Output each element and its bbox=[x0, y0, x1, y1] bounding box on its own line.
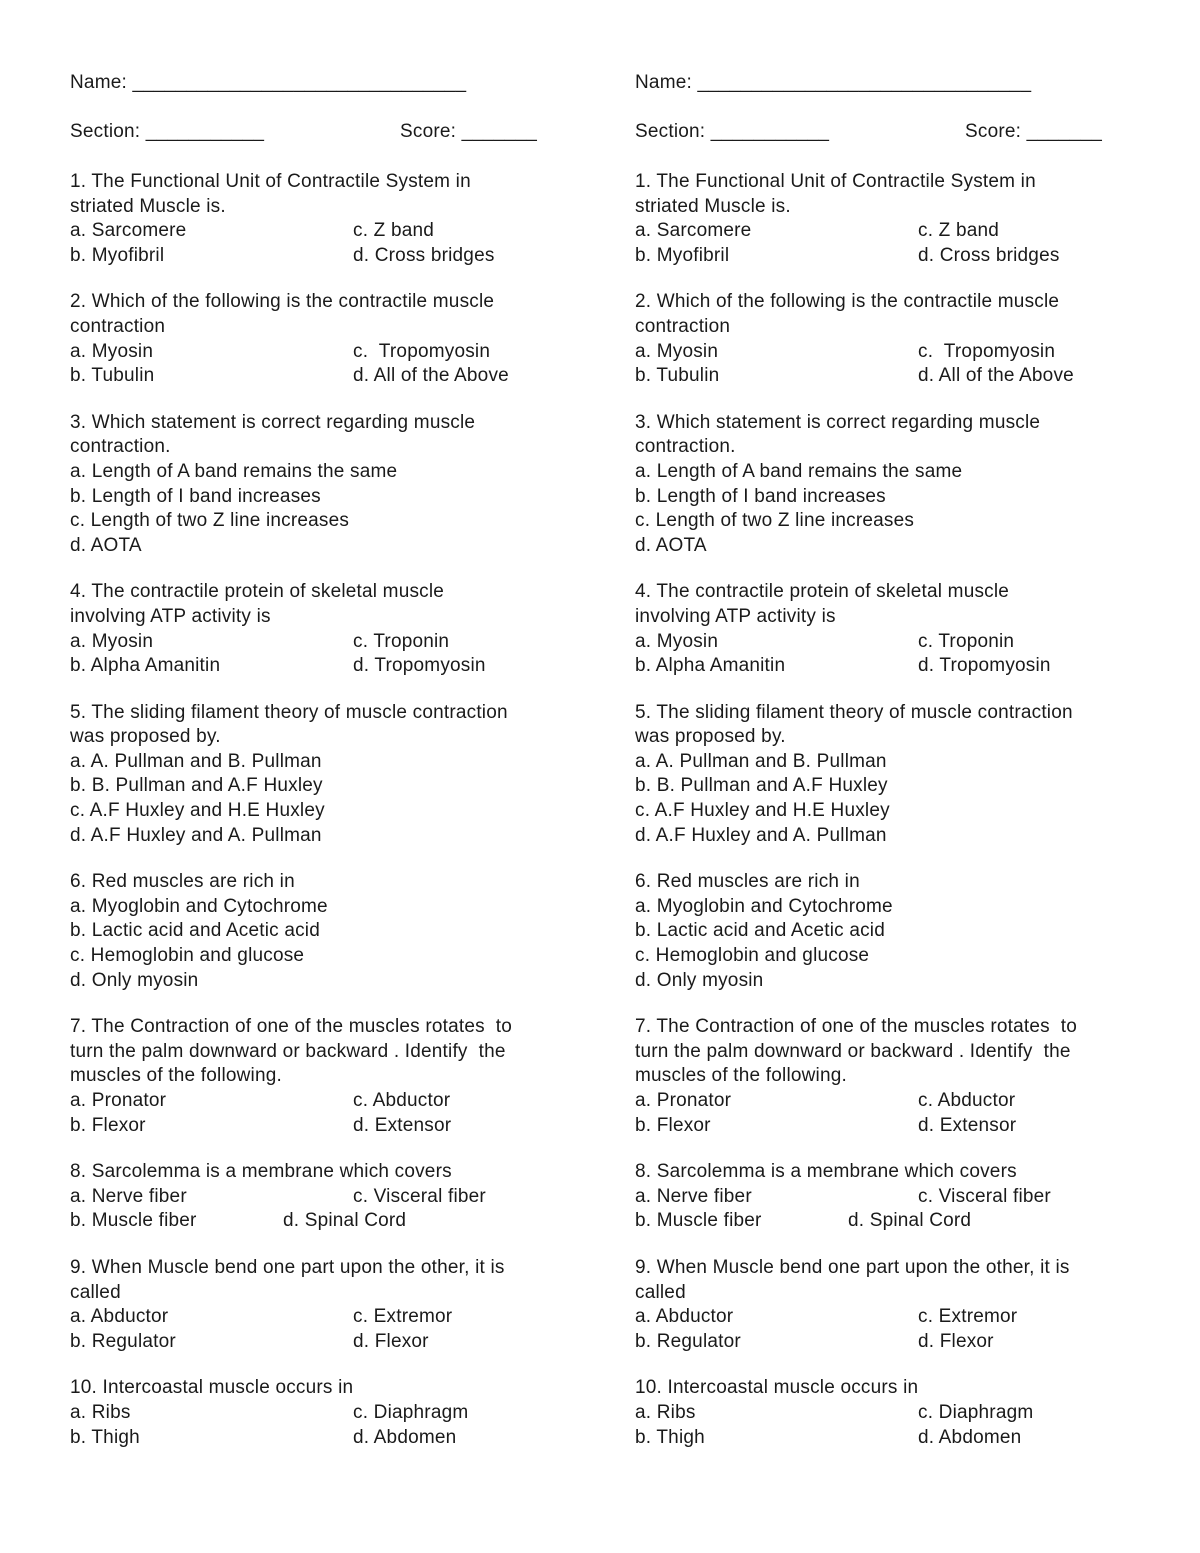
question-line: b. B. Pullman and A.F Huxley bbox=[70, 775, 323, 797]
answer-option[interactable]: b. Myofibril bbox=[70, 244, 165, 266]
question-8 bbox=[70, 1160, 570, 1234]
option-row bbox=[635, 1209, 1135, 1234]
question-text: 10. Intercoastal muscle occurs in bbox=[70, 1377, 354, 1399]
answer-option[interactable]: d. Cross bridges bbox=[918, 244, 1060, 266]
answer-option[interactable]: b. Flexor bbox=[70, 1114, 146, 1136]
question-text: 8. Sarcolemma is a membrane which covers bbox=[635, 1161, 1017, 1183]
answer-option[interactable]: d. Abdomen bbox=[353, 1426, 457, 1448]
answer-option[interactable]: b. Alpha Amanitin bbox=[70, 655, 221, 677]
question-line: d. Only myosin bbox=[70, 969, 199, 991]
option-row bbox=[70, 244, 570, 269]
question-line: a. Myoglobin and Cytochrome bbox=[70, 895, 328, 917]
question-line: contraction bbox=[635, 315, 731, 337]
question-line: d. Only myosin bbox=[635, 969, 764, 991]
answer-option[interactable]: c. Diaphragm bbox=[918, 1401, 1034, 1423]
answer-option[interactable]: c. Tropomyosin bbox=[353, 340, 491, 362]
answer-option[interactable]: d. Spinal Cord bbox=[283, 1210, 407, 1232]
answer-option[interactable]: a. Sarcomere bbox=[70, 220, 187, 242]
question-line: d. A.F Huxley and A. Pullman bbox=[70, 824, 322, 846]
answer-option[interactable]: b. Tubulin bbox=[70, 365, 155, 387]
question-text: 7. The Contraction of one of the muscles rotates to bbox=[635, 1016, 1078, 1038]
name-field[interactable]: Name: _______________________________ bbox=[70, 72, 467, 93]
option-row bbox=[635, 364, 1135, 389]
question-6 bbox=[70, 870, 570, 993]
question-text: 9. When Muscle bend one part upon the other, it is bbox=[70, 1256, 505, 1278]
question-line: b. B. Pullman and A.F Huxley bbox=[635, 775, 888, 797]
question-2 bbox=[635, 290, 1135, 388]
answer-option[interactable]: c. Troponin bbox=[353, 630, 450, 652]
answer-option[interactable]: b. Thigh bbox=[70, 1426, 140, 1448]
question-3 bbox=[70, 411, 570, 559]
question-line: contraction. bbox=[70, 436, 171, 458]
option-row bbox=[70, 1305, 570, 1330]
answer-option[interactable]: c. Extremor bbox=[353, 1306, 453, 1328]
answer-option[interactable]: c. Diaphragm bbox=[353, 1401, 469, 1423]
question-line: b. Lactic acid and Acetic acid bbox=[635, 920, 885, 942]
question-7 bbox=[70, 1015, 570, 1138]
question-line: was proposed by. bbox=[635, 726, 786, 748]
option-row bbox=[635, 1305, 1135, 1330]
option-row bbox=[635, 1426, 1135, 1451]
question-6 bbox=[635, 870, 1135, 993]
answer-option[interactable]: c. Visceral fiber bbox=[918, 1185, 1051, 1207]
section-field[interactable]: Section: ___________ bbox=[70, 121, 265, 142]
option-row bbox=[70, 340, 570, 365]
answer-option[interactable]: a. Sarcomere bbox=[635, 220, 752, 242]
question-1 bbox=[70, 170, 570, 268]
question-text: 6. Red muscles are rich in bbox=[70, 871, 295, 893]
answer-options bbox=[635, 219, 1135, 268]
answer-option[interactable]: b. Tubulin bbox=[635, 365, 720, 387]
question-1 bbox=[635, 170, 1135, 268]
answer-option[interactable]: d. Spinal Cord bbox=[848, 1210, 972, 1232]
answer-option[interactable]: d. Flexor bbox=[918, 1330, 994, 1352]
answer-option[interactable]: b. Flexor bbox=[635, 1114, 711, 1136]
question-5 bbox=[70, 701, 570, 849]
answer-option[interactable]: b. Thigh bbox=[635, 1426, 705, 1448]
answer-option[interactable]: a. Myosin bbox=[635, 340, 719, 362]
question-line: involving ATP activity is bbox=[635, 605, 836, 627]
answer-option[interactable]: c. Troponin bbox=[918, 630, 1015, 652]
answer-option[interactable]: c. Tropomyosin bbox=[918, 340, 1056, 362]
answer-options bbox=[70, 1401, 570, 1450]
question-text: 1. The Functional Unit of Contractile System in bbox=[635, 171, 1036, 192]
answer-options bbox=[70, 219, 570, 268]
answer-options bbox=[635, 1305, 1135, 1354]
option-row bbox=[70, 219, 570, 244]
answer-option[interactable]: d. Cross bridges bbox=[353, 244, 495, 266]
question-line: muscles of the following. bbox=[70, 1065, 282, 1087]
question-line: turn the palm downward or backward . Identify the bbox=[635, 1040, 1071, 1062]
question-text: 5. The sliding filament theory of muscle contraction bbox=[635, 701, 1073, 723]
answer-option[interactable]: a. Ribs bbox=[70, 1401, 131, 1423]
question-line: c. Length of two Z line increases bbox=[70, 510, 350, 532]
question-line: c. A.F Huxley and H.E Huxley bbox=[635, 800, 890, 822]
option-row bbox=[635, 1089, 1135, 1114]
question-line: was proposed by. bbox=[70, 726, 221, 748]
question-text: 4. The contractile protein of skeletal muscle bbox=[70, 581, 445, 603]
question-line: a. A. Pullman and B. Pullman bbox=[635, 750, 887, 772]
option-row bbox=[635, 630, 1135, 655]
question-text: 10. Intercoastal muscle occurs in bbox=[635, 1377, 919, 1399]
question-text: 4. The contractile protein of skeletal muscle bbox=[635, 581, 1010, 603]
answer-options bbox=[70, 340, 570, 389]
question-line: turn the palm downward or backward . Identify the bbox=[70, 1040, 506, 1062]
question-4 bbox=[635, 580, 1135, 678]
question-line: d. AOTA bbox=[635, 534, 707, 556]
answer-option[interactable]: a. Pronator bbox=[635, 1090, 732, 1111]
question-text: 2. Which of the following is the contractile muscle bbox=[635, 291, 1060, 313]
question-line: striated Muscle is. bbox=[70, 195, 226, 217]
question-5 bbox=[635, 701, 1135, 849]
question-line: involving ATP activity is bbox=[70, 605, 271, 627]
question-7 bbox=[635, 1015, 1135, 1138]
option-row bbox=[70, 1426, 570, 1451]
option-row bbox=[70, 364, 570, 389]
option-row bbox=[635, 1330, 1135, 1355]
question-10 bbox=[70, 1376, 570, 1450]
question-line: b. Length of I band increases bbox=[70, 485, 321, 507]
answer-option[interactable]: b. Muscle fiber bbox=[635, 1210, 762, 1232]
answer-option[interactable]: d. All of the Above bbox=[918, 365, 1074, 387]
section-score-row bbox=[70, 120, 570, 145]
option-row bbox=[70, 1401, 570, 1426]
answer-option[interactable]: a. Myosin bbox=[635, 630, 719, 652]
answer-option[interactable]: d. All of the Above bbox=[353, 365, 509, 387]
quiz-copy-left bbox=[70, 71, 570, 1472]
answer-options bbox=[70, 630, 570, 679]
question-line: a. Myoglobin and Cytochrome bbox=[635, 895, 893, 917]
answer-option[interactable]: c. Abductor bbox=[918, 1090, 1016, 1111]
question-10 bbox=[635, 1376, 1135, 1450]
answer-option[interactable]: c. Visceral fiber bbox=[353, 1185, 486, 1207]
answer-option[interactable]: c. Z band bbox=[353, 220, 435, 242]
answer-option[interactable]: a. Abductor bbox=[70, 1306, 169, 1328]
answer-option[interactable]: b. Alpha Amanitin bbox=[635, 655, 786, 677]
answer-option[interactable]: a. Abductor bbox=[635, 1306, 734, 1328]
option-row bbox=[635, 244, 1135, 269]
answer-options bbox=[70, 1089, 570, 1138]
question-text: 2. Which of the following is the contractile muscle bbox=[70, 291, 495, 313]
answer-option[interactable]: a. Myosin bbox=[70, 340, 154, 362]
question-line: called bbox=[70, 1281, 121, 1303]
option-row bbox=[635, 1114, 1135, 1139]
question-text: 8. Sarcolemma is a membrane which covers bbox=[70, 1161, 452, 1183]
score-field[interactable]: Score: _______ bbox=[965, 121, 1102, 142]
answer-option[interactable]: b. Regulator bbox=[635, 1330, 741, 1352]
option-row bbox=[70, 1185, 570, 1210]
answer-option[interactable]: d. Extensor bbox=[353, 1114, 452, 1136]
answer-options bbox=[70, 1305, 570, 1354]
answer-option[interactable]: d. Tropomyosin bbox=[918, 655, 1051, 677]
question-line: a. Length of A band remains the same bbox=[635, 460, 963, 482]
question-line: called bbox=[635, 1281, 686, 1303]
answer-option[interactable]: d. Abdomen bbox=[918, 1426, 1022, 1448]
question-line: muscles of the following. bbox=[635, 1065, 847, 1087]
answer-option[interactable]: a. Pronator bbox=[70, 1090, 167, 1111]
question-line: contraction. bbox=[635, 436, 736, 458]
option-row bbox=[70, 1089, 570, 1114]
question-line: a. Length of A band remains the same bbox=[70, 460, 398, 482]
answer-option[interactable]: a. Nerve fiber bbox=[70, 1185, 187, 1207]
option-row bbox=[635, 1185, 1135, 1210]
question-line: c. A.F Huxley and H.E Huxley bbox=[70, 800, 325, 822]
answer-option[interactable]: b. Regulator bbox=[70, 1330, 176, 1352]
section-score-row bbox=[635, 120, 1135, 145]
answer-option[interactable]: a. Ribs bbox=[635, 1401, 696, 1423]
option-row bbox=[70, 630, 570, 655]
answer-option[interactable]: c. Z band bbox=[918, 220, 1000, 242]
question-text: 5. The sliding filament theory of muscle contraction bbox=[70, 701, 508, 723]
answer-options bbox=[635, 340, 1135, 389]
question-text: 6. Red muscles are rich in bbox=[635, 871, 860, 893]
question-4 bbox=[70, 580, 570, 678]
option-row bbox=[70, 654, 570, 679]
answer-option[interactable]: d. Extensor bbox=[918, 1114, 1017, 1136]
question-9 bbox=[635, 1256, 1135, 1354]
question-line: c. Hemoglobin and glucose bbox=[635, 945, 870, 967]
question-line: a. A. Pullman and B. Pullman bbox=[70, 750, 322, 772]
answer-option[interactable]: a. Nerve fiber bbox=[635, 1185, 752, 1207]
question-line: c. Length of two Z line increases bbox=[635, 510, 915, 532]
answer-options bbox=[635, 630, 1135, 679]
option-row bbox=[635, 654, 1135, 679]
answer-option[interactable]: d. Flexor bbox=[353, 1330, 429, 1352]
answer-option[interactable]: d. Tropomyosin bbox=[353, 655, 486, 677]
answer-options bbox=[635, 1089, 1135, 1138]
question-text: 1. The Functional Unit of Contractile System in bbox=[70, 171, 471, 192]
answer-options bbox=[70, 1185, 570, 1234]
question-2 bbox=[70, 290, 570, 388]
quiz-copy-right bbox=[635, 71, 1135, 1472]
question-line: d. A.F Huxley and A. Pullman bbox=[635, 824, 887, 846]
name-field[interactable]: Name: _______________________________ bbox=[635, 72, 1032, 93]
question-line: b. Length of I band increases bbox=[635, 485, 886, 507]
question-text: 7. The Contraction of one of the muscles rotates to bbox=[70, 1016, 513, 1038]
question-line: contraction bbox=[70, 315, 166, 337]
question-line: striated Muscle is. bbox=[635, 195, 791, 217]
option-row bbox=[635, 1401, 1135, 1426]
option-row bbox=[70, 1209, 570, 1234]
answer-option[interactable]: b. Myofibril bbox=[635, 244, 730, 266]
score-field[interactable]: Score: _______ bbox=[400, 121, 537, 142]
question-text: 3. Which statement is correct regarding muscle bbox=[70, 411, 476, 433]
option-row bbox=[635, 219, 1135, 244]
question-3 bbox=[635, 411, 1135, 559]
question-9 bbox=[70, 1256, 570, 1354]
question-text: 3. Which statement is correct regarding muscle bbox=[635, 411, 1041, 433]
answer-options bbox=[635, 1185, 1135, 1234]
question-8 bbox=[635, 1160, 1135, 1234]
answer-option[interactable]: c. Abductor bbox=[353, 1090, 451, 1111]
question-text: 9. When Muscle bend one part upon the other, it is bbox=[635, 1256, 1070, 1278]
question-line: c. Hemoglobin and glucose bbox=[70, 945, 305, 967]
option-row bbox=[70, 1114, 570, 1139]
answer-options bbox=[635, 1401, 1135, 1450]
answer-option[interactable]: b. Muscle fiber bbox=[70, 1210, 197, 1232]
option-row bbox=[635, 340, 1135, 365]
section-field[interactable]: Section: ___________ bbox=[635, 121, 830, 142]
question-line: d. AOTA bbox=[70, 534, 142, 556]
option-row bbox=[70, 1330, 570, 1355]
question-line: b. Lactic acid and Acetic acid bbox=[70, 920, 320, 942]
answer-option[interactable]: a. Myosin bbox=[70, 630, 154, 652]
answer-option[interactable]: c. Extremor bbox=[918, 1306, 1018, 1328]
